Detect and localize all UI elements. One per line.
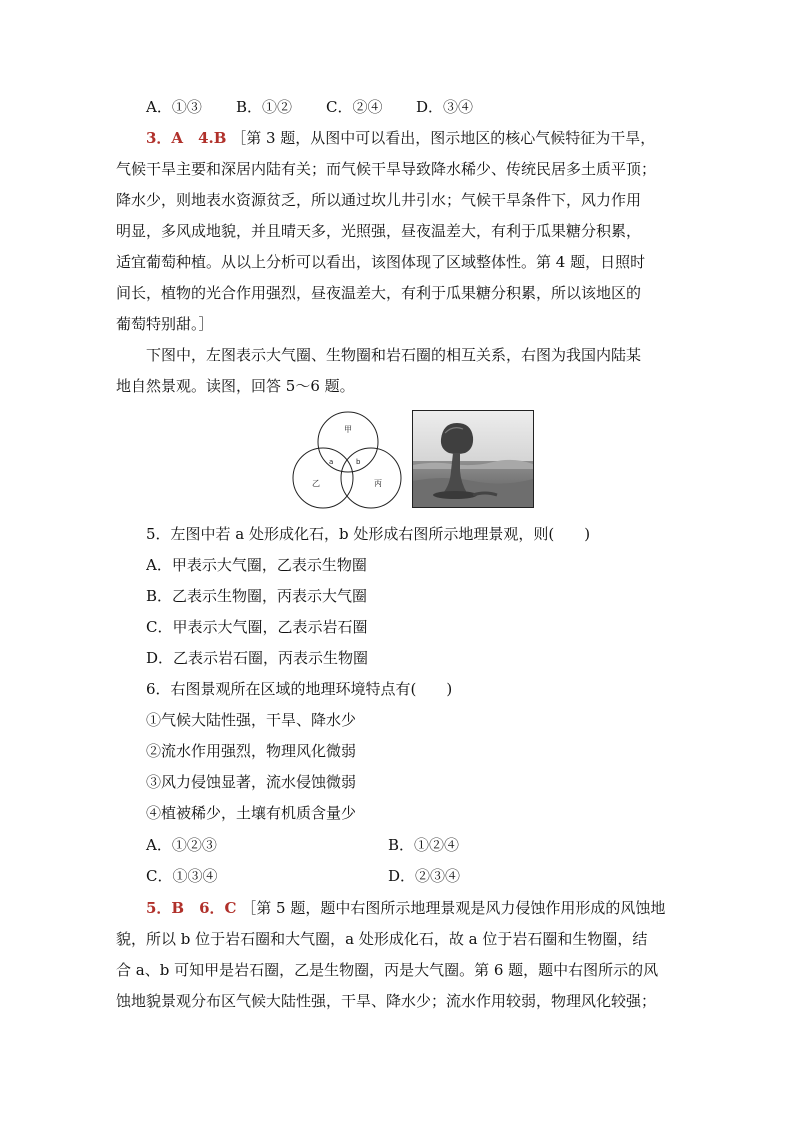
q6-stem: 6．右图景观所在区域的地理环境特点有( ): [146, 680, 453, 698]
answer-3-4-line-4: 明显，多风成地貌，并且晴天多，光照强，昼夜温差大，有利于瓜果糖分积累，: [116, 222, 642, 240]
answer-3-4-line-3: 降水少，则地表水资源贫乏，所以通过坎儿井引水；气候干旱条件下，风力作用: [116, 191, 642, 209]
prev-option-d: D．③④: [416, 98, 474, 116]
answer-3-4-labels: 3．A 4.B: [146, 129, 227, 147]
prev-option-c: C．②④: [326, 98, 383, 116]
q6-item-1: ①气候大陆性强，干旱、降水少: [146, 711, 357, 729]
answer-5-6-line-4: 蚀地貌景观分布区气候大陆性强，干旱、降水少；流水作用较弱，物理风化较强；: [116, 992, 657, 1010]
q6-item-4: ④植被稀少，土壤有机质含量少: [146, 804, 357, 822]
answer-5-6-line-2: 貌，所以 b 位于岩石圈和大气圈，a 处形成化石，故 a 位于岩石圈和生物圈，结: [116, 930, 648, 948]
answer-3-4-line-5: 适宜葡萄种植。从以上分析可以看出，该图体现了区域整体性。第 4 题，日照时: [116, 253, 646, 271]
venn-label-a: a: [329, 458, 334, 466]
answer-3-4-line-7: 葡萄特别甜。］: [116, 315, 214, 333]
q6-option-c: C．①③④: [146, 867, 218, 885]
venn-label-top: 甲: [344, 425, 352, 434]
answer-5-6-text: ［第 5 题，题中右图所示地理景观是风力侵蚀作用形成的风蚀地: [241, 899, 666, 917]
answer-5-6-line-3: 合 a、b 可知甲是岩石圈，乙是生物圈，丙是大气圈。第 6 题，题中右图所示的风: [116, 961, 659, 979]
intro-line-2: 地自然景观。读图，回答 5～6 题。: [116, 377, 355, 395]
q5-option-a: A．甲表示大气圈，乙表示生物圈: [146, 556, 367, 574]
answer-5-6-line-1: [146, 898, 682, 918]
venn-label-b: b: [356, 458, 361, 466]
q5-stem: 5．左图中若 a 处形成化石，b 处形成右图所示地理景观，则( ): [146, 525, 591, 543]
q6-option-b: B．①②④: [388, 836, 460, 854]
q5-option-c: C．甲表示大气圈，乙表示岩石圈: [146, 618, 368, 636]
prev-option-a: A．①③: [146, 98, 202, 116]
q5-option-b: B．乙表示生物圈，丙表示大气圈: [146, 587, 368, 605]
q6-option-a: A．①②③: [146, 836, 217, 854]
answer-3-4-line-2: 气候干旱主要和深居内陆有关；而气候干旱导致降水稀少、传统民居多土质平顶；: [116, 160, 657, 178]
venn-label-left: 乙: [312, 479, 320, 488]
prev-option-b: B．①②: [236, 98, 293, 116]
venn-label-right: 丙: [374, 479, 382, 488]
q5-option-d: D．乙表示岩石圈，丙表示生物圈: [146, 649, 369, 667]
figure-group: [288, 410, 538, 510]
q6-item-3: ③风力侵蚀显著，流水侵蚀微弱: [146, 773, 357, 791]
answer-3-4-text: ［第 3 题，从图中可以看出，图示地区的核心气候特征为干旱，: [231, 129, 656, 147]
venn-diagram: [288, 410, 408, 510]
answer-3-4-line-1: [146, 128, 682, 148]
landscape-photo: [412, 410, 534, 508]
answer-3-4-line-6: 间长，植物的光合作用强烈，昼夜温差大，有利于瓜果糖分积累，所以该地区的: [116, 284, 642, 302]
yardang-rock-image: [413, 411, 533, 507]
q6-item-2: ②流水作用强烈，物理风化微弱: [146, 742, 357, 760]
q6-option-d: D．②③④: [388, 867, 461, 885]
intro-line-1: 下图中，左图表示大气圈、生物圈和岩石圈的相互关系，右图为我国内陆某: [146, 346, 642, 364]
answer-5-6-labels: 5．B 6．C: [146, 899, 237, 917]
